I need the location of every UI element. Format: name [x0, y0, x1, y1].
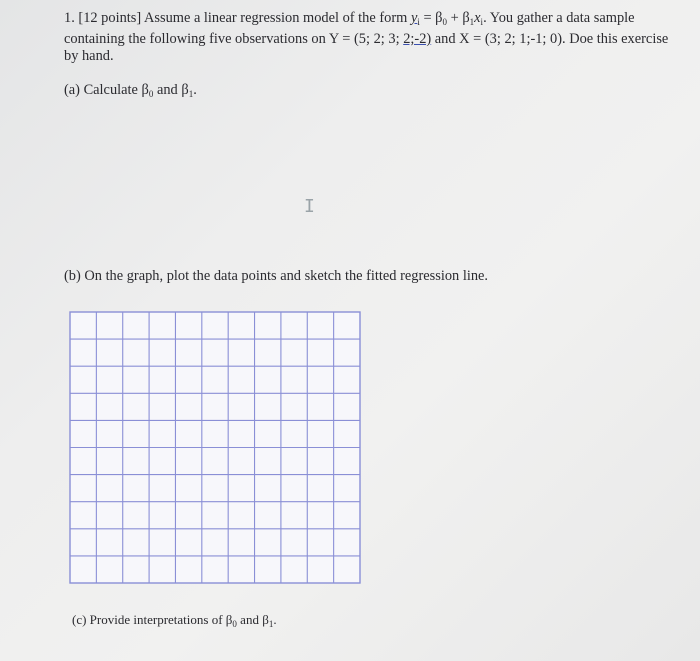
part-c-prompt — [72, 611, 277, 633]
graph-grid-svg — [68, 310, 362, 585]
part-c-beta1: $\beta_1$. — [262, 612, 277, 629]
question-gather: You gather a data sample — [489, 10, 635, 26]
part-b-prompt: (b) On the graph, plot the data points and sketch the fitted regression line. — [64, 268, 489, 284]
question-1-text — [64, 10, 679, 65]
part-a-prompt — [64, 82, 197, 103]
part-c-label: (c) Provide interpretations of — [72, 612, 223, 627]
part-c-and: and — [240, 612, 259, 627]
question-number: 1. — [64, 10, 75, 26]
question-line-1 — [64, 10, 679, 31]
question-line2-b: 2;-2) — [403, 31, 432, 47]
part-a-beta0: $\beta_0$ — [141, 82, 154, 99]
part-a-and: and — [156, 82, 178, 98]
question-line-3: by hand. — [64, 48, 114, 64]
part-a-label: (a) Calculate — [64, 82, 138, 98]
graph-grid[interactable] — [68, 310, 362, 585]
question-intro: Assume a linear regression model of the form — [143, 10, 408, 26]
part-a-beta1: $\beta_1$. — [181, 82, 197, 99]
model-lhs: $y_i$ — [410, 10, 420, 27]
question-line2-c: and X = (3; 2; 1;-1; 0). Doe this exercise — [434, 31, 669, 47]
question-points: [12 points] — [78, 10, 142, 26]
part-c-beta0: $\beta_0$ — [225, 612, 237, 629]
model-rhs: = $\beta_0 + \beta_1x_i$. — [423, 10, 487, 27]
text-cursor-icon: I — [304, 196, 315, 217]
question-line-2 — [64, 31, 679, 48]
question-line2-a: containing the following five observations on Y = (5; 2; 3; — [64, 31, 400, 47]
